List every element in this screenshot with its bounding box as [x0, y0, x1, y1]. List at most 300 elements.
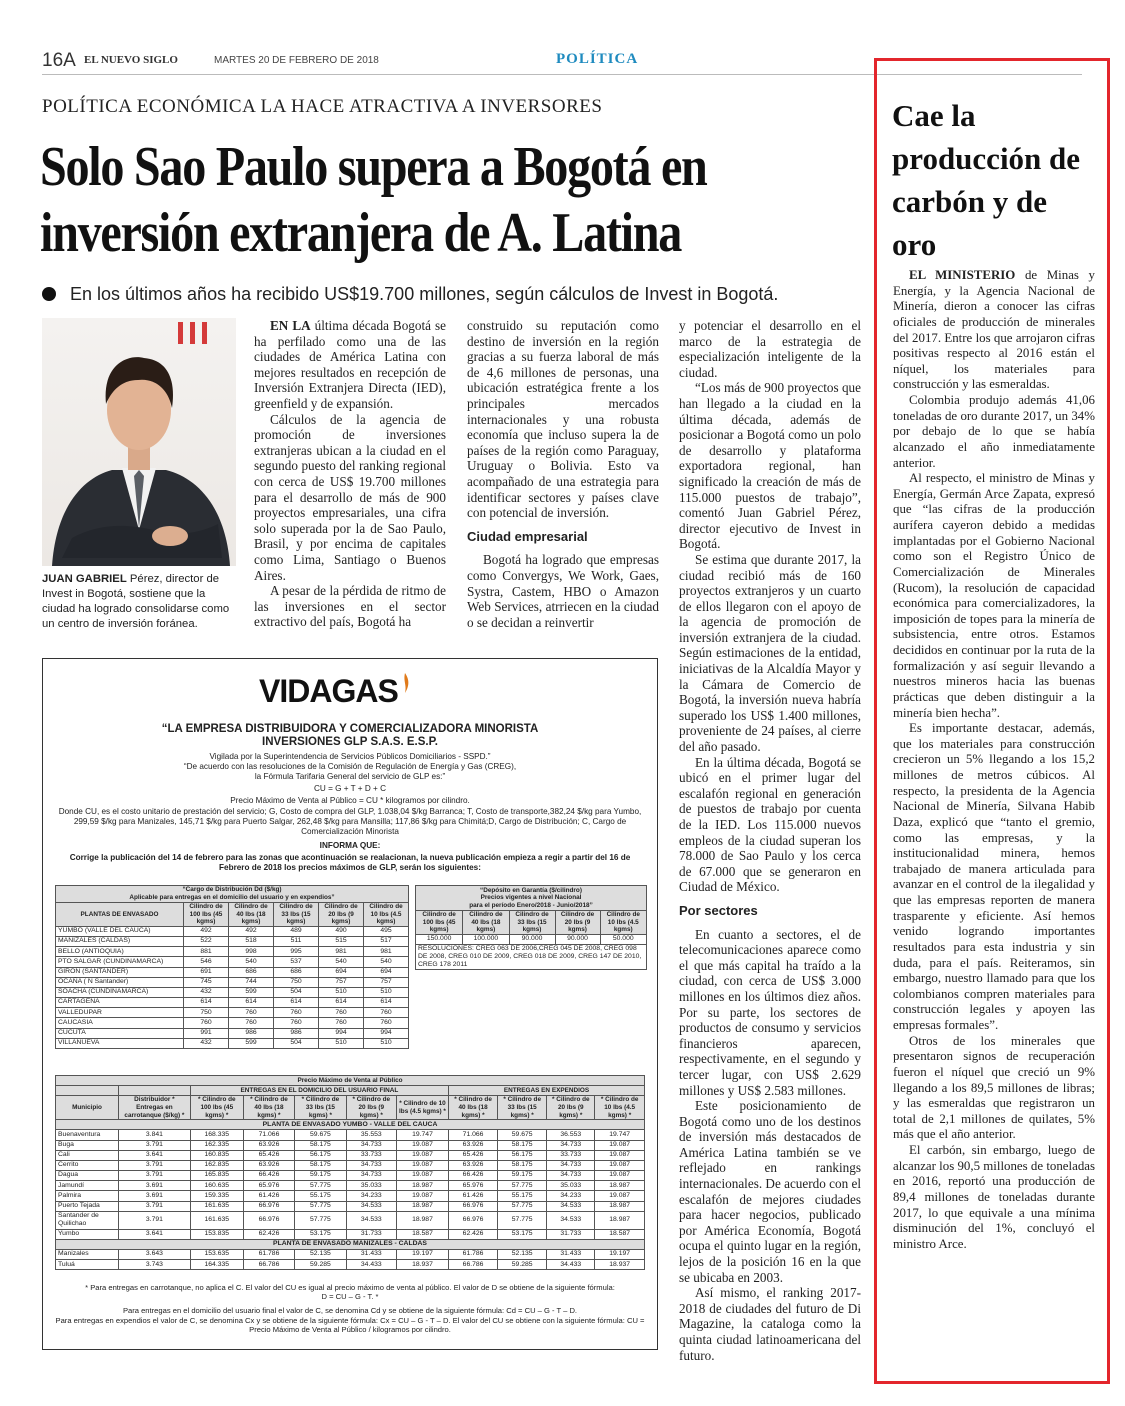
table-cell: 3.743: [119, 1260, 191, 1270]
table-row: [56, 1018, 409, 1028]
table-cell: 760: [364, 1018, 409, 1028]
table-cell: 522: [184, 936, 229, 946]
ad-formula: CU = G + T + D + C: [313, 784, 387, 793]
table-cell: 750: [184, 1008, 229, 1018]
table-row: [56, 926, 409, 936]
column-header: Cilindro de 20 lbs (9 kgms): [319, 903, 364, 927]
ad-subtitle: INVERSIONES GLP S.A.S. E.S.P.: [262, 736, 438, 748]
table-cell: 58.175: [498, 1140, 547, 1150]
table-cell: 981: [364, 947, 409, 957]
subhead: Por sectores: [679, 902, 758, 918]
table-cell: 57.775: [295, 1211, 346, 1229]
table-cell: 18.987: [396, 1211, 448, 1229]
table-cell: 71.066: [449, 1130, 498, 1140]
article-column-2: [467, 318, 659, 630]
table-cell: 59.285: [295, 1260, 346, 1270]
table-cell: Santander de Quilichao: [56, 1211, 119, 1229]
section-label: PLANTA DE ENVASADO YUMBO - VALLE DEL CAUCA: [56, 1120, 645, 1130]
table-cell: 757: [319, 977, 364, 987]
table-cell: PTO SALGAR (CUNDINAMARCA): [56, 957, 184, 967]
portrait-illustration: [42, 318, 236, 566]
table-cell: Buga: [56, 1140, 119, 1150]
table-cell: 3.643: [119, 1250, 191, 1260]
table-cell: 66.786: [449, 1260, 498, 1270]
table-cell: 614: [229, 998, 274, 1008]
table-cell: 57.775: [295, 1181, 346, 1191]
section-row: [56, 1120, 645, 1130]
caption-name: JUAN GABRIEL: [42, 573, 127, 585]
paragraph: última década Bogotá se ha perfilado como una de las ciudades de América Latina con mejores resultados en recepción de Inversión Extranjera Directa (IED), greenfield y de expansión.: [254, 318, 446, 411]
lead-in: EN LA: [270, 318, 311, 333]
subhead: Ciudad empresarial: [467, 528, 588, 544]
table-cell: 19.087: [396, 1150, 448, 1160]
table-cell: 160.835: [190, 1150, 243, 1160]
table-cell: 19.197: [595, 1250, 645, 1260]
table-cell: 19.087: [595, 1160, 645, 1170]
table-cell: 34.733: [346, 1171, 396, 1181]
table-cell: 90.000: [555, 934, 600, 944]
table-cell: 760: [229, 1008, 274, 1018]
table-cell: SOACHA (CUNDINAMARCA): [56, 987, 184, 997]
table-cell: 744: [229, 977, 274, 987]
table-cell: 62.426: [243, 1229, 294, 1239]
paragraph: Al respecto, el ministro de Minas y Energía, Germán Arce Zapata, expresó que “las cifras de la producción aurífera cayeron debido a medidas implantadas por el Gobierno Nacional como son el Registro Único de Comercialización de Minerales (Rucom), la resolución de capacidad económica para comercializadores, la imposición de topes para la minería de subsistencia, entre otros. Estamos decididos en continuar por la ruta de la formalización y así seguir llevando a nuestros mineros hacia las buenas prácticas que deben distinguir a la minería bien hecha”.: [893, 471, 1095, 720]
table-cell: 3.841: [119, 1130, 191, 1140]
table-cell: 168.335: [190, 1130, 243, 1140]
table-cell: 162.835: [190, 1160, 243, 1170]
table-cell: 994: [319, 1028, 364, 1038]
table-cell: 90.000: [509, 934, 555, 944]
table-cell: MANIZALES (CALDAS): [56, 936, 184, 946]
table-cell: 34.733: [547, 1140, 595, 1150]
table-cell: 59.285: [498, 1260, 547, 1270]
article-column-1: [254, 318, 446, 630]
table-cell: 57.775: [295, 1201, 346, 1211]
table-cell: 495: [364, 926, 409, 936]
table-cell: 760: [229, 1018, 274, 1028]
table-cell: 504: [274, 987, 319, 997]
table-cell: 34.733: [547, 1160, 595, 1170]
table-cell: GIRON (SANTANDER): [56, 967, 184, 977]
table-cell: 432: [184, 1038, 229, 1048]
table-cell: 881: [184, 947, 229, 957]
table-cell: 19.087: [396, 1160, 448, 1170]
table-cell: 986: [274, 1028, 319, 1038]
table-cell: 3.791: [119, 1211, 191, 1229]
paragraph: A pesar de la pérdida de ritmo de las inversiones en el sector extractivo del país, Bogotá ha: [254, 583, 446, 630]
table-title: “Depósito en Garantía ($/cilindro): [480, 886, 582, 894]
table-cell: 52.135: [295, 1250, 346, 1260]
table-cell: 18.987: [396, 1181, 448, 1191]
group-header: ENTREGAS EN EL DOMICILIO DEL USUARIO FINAL: [190, 1086, 448, 1096]
table-cell: 59.675: [498, 1130, 547, 1140]
table-cell: 504: [274, 1038, 319, 1048]
table-cell: 63.926: [243, 1160, 294, 1170]
article-column-3: [679, 318, 861, 1363]
column-header: Cilindro de 10 lbs (4.5 kgms): [600, 911, 646, 935]
column-header: Cilindro de 100 lbs (45 kgms): [416, 911, 463, 935]
column-header: Cilindro de 100 lbs (45 kgms): [184, 903, 229, 927]
section-row: [56, 1239, 645, 1249]
table-cell: 515: [319, 936, 364, 946]
table-cell: 757: [364, 977, 409, 987]
table-cell: 750: [274, 977, 319, 987]
paragraph: En la última década, Bogotá se ubicó en el primer lugar del escalafón regional en generación de puestos de trabajo por cuenta de la IED. Los 115.000 nuevos empleos de la ciudad superan los 78.000 de Sao Paulo y los cerca de 67.000 que se generaron en Ciudad de México.: [679, 754, 861, 895]
table-cell: 19.087: [595, 1150, 645, 1160]
table-cell: 61.426: [243, 1191, 294, 1201]
table-cell: 3.791: [119, 1201, 191, 1211]
table-cell: BELLO (ANTIOQUIA): [56, 947, 184, 957]
table-cell: 510: [364, 987, 409, 997]
table-cell: Manizales: [56, 1250, 119, 1260]
table-cell: 537: [274, 957, 319, 967]
portrait-photo: [42, 318, 236, 566]
table-row: [56, 1211, 645, 1229]
table-row: [56, 1181, 645, 1191]
table-cell: 510: [364, 1038, 409, 1048]
ad-line: Vigilada por la Superintendencia de Servicios Públicos Domiciliarios - SSPD.”: [209, 752, 491, 761]
table-cell: 62.426: [449, 1229, 498, 1239]
table-cell: 34.733: [547, 1171, 595, 1181]
table-cell: 760: [319, 1008, 364, 1018]
section-label: PLANTA DE ENVASADO MANIZALES - CALDAS: [56, 1239, 645, 1249]
table-cell: 66.976: [449, 1211, 498, 1229]
table-row: [56, 987, 409, 997]
table-cell: 3.691: [119, 1181, 191, 1191]
ad-intro: [43, 752, 657, 806]
table-cell: 53.175: [498, 1229, 547, 1239]
table-period: para el período Enero/2018 - Junio/2018”: [469, 901, 593, 909]
table-cell: CUCUTA: [56, 1028, 184, 1038]
table-cell: 58.175: [295, 1160, 346, 1170]
table-cell: 19.087: [396, 1171, 448, 1181]
ad-line: Precio Máximo de Venta al Público = CU * kilogramos por cilindro.: [230, 796, 470, 805]
table-cell: 18.987: [595, 1181, 645, 1191]
flame-icon: [399, 673, 411, 695]
table-cell: 19.087: [396, 1140, 448, 1150]
table-subtitle: Aplicable para entregas en el domicilio del usuario y en expendios”: [129, 894, 335, 901]
newspaper-name: EL NUEVO SIGLO: [84, 54, 178, 66]
paragraph: y potenciar el desarrollo en el marco de la estrategia de especialización inteligente de la ciudad.: [679, 318, 861, 380]
table-row: [56, 977, 409, 987]
group-header: ENTREGAS EN EXPENDIOS: [449, 1086, 645, 1096]
table-title: “Cargo de Distribución Dd ($/kg): [182, 886, 282, 894]
column-header: Cilindro de 20 lbs (9 kgms): [555, 911, 600, 935]
table-row: [56, 1160, 645, 1170]
table-cell: 760: [184, 1018, 229, 1028]
table-cell: 50.000: [600, 934, 646, 944]
table-cell: 66.976: [449, 1201, 498, 1211]
table-cell: 63.926: [243, 1140, 294, 1150]
table-row: [56, 947, 409, 957]
table-cell: 35.033: [547, 1181, 595, 1191]
table-cell: 760: [319, 1018, 364, 1028]
table-cell: 66.786: [243, 1260, 294, 1270]
table-cell: 34.533: [346, 1211, 396, 1229]
table-cell: 63.926: [449, 1160, 498, 1170]
table-cell: 540: [229, 957, 274, 967]
column-header: Cilindro de 10 lbs (4.5 kgms): [364, 903, 409, 927]
table-cell: 691: [184, 967, 229, 977]
table-cell: 58.175: [498, 1160, 547, 1170]
table-cell: 58.175: [295, 1140, 346, 1150]
table-cell: 694: [364, 967, 409, 977]
table-cell: Cerrito: [56, 1160, 119, 1170]
brand-logo: [259, 673, 411, 710]
table-cell: 55.175: [295, 1191, 346, 1201]
column-header: * Cilindro de 20 lbs (9 kgms) *: [547, 1096, 595, 1120]
table-cell: 18.987: [396, 1201, 448, 1211]
table-cell: 3.791: [119, 1160, 191, 1170]
table-cell: 18.987: [595, 1211, 645, 1229]
table-cell: 614: [274, 998, 319, 1008]
ad-informa: INFORMA QUE:: [319, 841, 381, 850]
table-cell: 18.937: [595, 1260, 645, 1270]
sidebar-body: [893, 268, 1095, 1252]
table-row: [56, 957, 409, 967]
bullet-icon: [42, 287, 56, 301]
table-cell: 19.197: [396, 1250, 448, 1260]
paragraph: “Los más de 900 proyectos que han llegado a la ciudad en la última década, además de posicionar a Bogotá como un polo de desarrollo y plataforma exportadora regional, han significado la creación de más de 115.000 puestos de trabajo”, comentó Juan Gabriel Pérez, director ejecutivo de Invest in Bogotá.: [679, 380, 861, 552]
table-cell: VALLEDUPAR: [56, 1008, 184, 1018]
table-cell: Tuluá: [56, 1260, 119, 1270]
table-cell: 56.175: [295, 1150, 346, 1160]
table-row: [56, 1028, 409, 1038]
table-cell: CAUCASIA: [56, 1018, 184, 1028]
column-header: Municipio: [56, 1096, 119, 1120]
page-number: 16A: [42, 50, 76, 71]
table-row: [56, 998, 409, 1008]
table-title: Precio Máximo de Venta al Público: [56, 1076, 645, 1086]
table-cell: 19.087: [595, 1171, 645, 1181]
paragraph: Este posicionamiento de Bogotá como uno de los destinos de inversión más destacados de América Latina también se ve reflejado en rankings internacionales. De acuerdo con el escalafón de mejores ciudades para hacer negocios, publicado por América Economía, Bogotá ocupa el quinto lugar en la región, lejos de la posición 16 en la que se ubicaba en 2003.: [679, 1098, 861, 1285]
table-cell: 61.786: [449, 1250, 498, 1260]
table-row: [56, 967, 409, 977]
table-cell: 53.175: [295, 1229, 346, 1239]
table-cell: 3.691: [119, 1191, 191, 1201]
table-cell: 35.033: [346, 1181, 396, 1191]
table-cell: 489: [274, 926, 319, 936]
paragraph: En cuanto a sectores, el de telecomunicaciones aparece como el que más capital ha traído a la ciudad, con cerca de US$ 3.000 millones en los últimos diez años. Por su parte, los sectores de productos de consumo y servicios financieros aparecen, respectivamente, en el segundo y tercer lugar, con US$ 2.629 millones y US$ 2.583 millones.: [679, 926, 861, 1098]
deck-text: En los últimos años ha recibido US$19.700 millones, según cálculos de Invest in Bogotá.: [70, 284, 779, 304]
table-cell: 59.175: [295, 1171, 346, 1181]
deposit-table: [415, 885, 647, 970]
table-cell: 981: [319, 947, 364, 957]
table-cell: 614: [319, 998, 364, 1008]
table-row: [56, 1191, 645, 1201]
table-cell: 159.335: [190, 1191, 243, 1201]
table-cell: 61.786: [243, 1250, 294, 1260]
paragraph: Colombia produjo además 41,06 toneladas de oro durante 2017, un 34% por debajo de lo que se había alcanzado el año inmediatamente anterior.: [893, 393, 1095, 470]
table-cell: OCAÑA ( N Santander): [56, 977, 184, 987]
ad-correction: Corrige la publicación del 14 de febrero para las zonas que acontinuación se realacionan, la nueva publicación empieza a regir a partir del 16 de Febrero de 2018 los precios máximos de GLP, serán los siguientes:: [69, 853, 631, 872]
table-cell: 18.587: [396, 1229, 448, 1239]
paragraph: El carbón, sin embargo, luego de alcanzar los 90,5 millones de toneladas en 2016, reportó una producción de 89,4 millones de toneladas durante 2017, lo que equivale a una mínima disminución del 1%, concluyó el ministro Arce.: [893, 1143, 1095, 1251]
table-cell: 34.533: [346, 1201, 396, 1211]
table-cell: 3.791: [119, 1140, 191, 1150]
table-cell: 686: [229, 967, 274, 977]
table-cell: 161.635: [190, 1201, 243, 1211]
paragraph: Cálculos de la agencia de promoción de inversiones extranjeras ubican a la ciudad en el segundo puesto del ranking regional con cerca de US$ 19.700 millones para el desarrollo de más de 900 proyectos empresariales, una cifra solo superada por la de Sao Paulo, Brasil, y por encima de capitales como Lima, Santiago o Buenos Aires.: [254, 411, 446, 583]
table-cell: 153.635: [190, 1250, 243, 1260]
table-cell: 34.533: [547, 1211, 595, 1229]
table-cell: 995: [274, 947, 319, 957]
table-cell: 34.533: [547, 1201, 595, 1211]
ad-line: “De acuerdo con las resoluciones de la Comisión de Regulación de Energía y Gas (CREG),: [183, 762, 517, 771]
table-cell: 165.835: [190, 1171, 243, 1181]
table-cell: 55.175: [498, 1191, 547, 1201]
table-cell: 31.433: [547, 1250, 595, 1260]
table-cell: 34.433: [346, 1260, 396, 1270]
table-cell: CARTAGENA: [56, 998, 184, 1008]
table-row: [56, 1260, 645, 1270]
table-cell: 31.433: [346, 1250, 396, 1260]
table-cell: 33.733: [547, 1150, 595, 1160]
column-header: Cilindro de 40 lbs (18 kgms): [463, 911, 509, 935]
column-header: * Cilindro de 40 lbs (18 kgms) *: [243, 1096, 294, 1120]
table-cell: 34.433: [547, 1260, 595, 1270]
table-cell: 153.835: [190, 1229, 243, 1239]
table-cell: 57.775: [498, 1211, 547, 1229]
table-cell: 57.775: [498, 1201, 547, 1211]
table-cell: 599: [229, 987, 274, 997]
column-header: * Cilindro de 10 lbs (4.5 kgms) *: [396, 1096, 448, 1120]
table-cell: 66.976: [243, 1211, 294, 1229]
ad-note: * Para entregas en carrotanque, no aplica el C. El valor del CU es igual al precio máximo de venta al público. El valor de D se obtiene de la siguiente fórmula:: [85, 1283, 615, 1292]
paragraph: de Minas y Energía, y la Agencia Nacional de Minería, dieron a conocer las cifras oficiales de producción de minerales del 2017. Entre los que arrojaron cifras positivas respecto al 2016 están el níquel, los materiales para construcción y las esmeraldas.: [893, 268, 1095, 392]
table-cell: 52.135: [498, 1250, 547, 1260]
column-header: * Cilindro de 33 lbs (15 kgms) *: [498, 1096, 547, 1120]
table-cell: 18.587: [595, 1229, 645, 1239]
table-cell: 546: [184, 957, 229, 967]
table-cell: 517: [364, 936, 409, 946]
column-header: Cilindro de 40 lbs (18 kgms): [229, 903, 274, 927]
table-row: [56, 1229, 645, 1239]
table-row: [56, 1201, 645, 1211]
table-cell: 518: [229, 936, 274, 946]
table-cell: 34.733: [346, 1140, 396, 1150]
table-row: [56, 1150, 645, 1160]
table-row: [56, 936, 409, 946]
paragraph: Otros de los minerales que presentaron signos de recuperación fueron el níquel que creció un 9% llegando a los 89,5 millones de libras; y las esmeraldas que registraron un total de 2,1 millones de quilates, 5% más que el año anterior.: [893, 1033, 1095, 1142]
distribution-charge-table: [55, 885, 409, 1049]
table-body: [56, 926, 409, 1048]
table-cell: 59.175: [498, 1171, 547, 1181]
table-cell: 36.553: [547, 1130, 595, 1140]
table-cell: 510: [319, 987, 364, 997]
table-cell: 34.233: [346, 1191, 396, 1201]
table-cell: 760: [274, 1008, 319, 1018]
table-cell: 61.426: [449, 1191, 498, 1201]
table-cell: 35.553: [346, 1130, 396, 1140]
resolutions-note: RESOLUCIONES: CREG 063 DE 2006,CREG 045 DE 2008, CREG 098 DE 2008, CREG 010 DE 2009, CREG 018 DE 2009, CREG 147 DE 2010, CREG 178 2011: [416, 944, 647, 969]
paragraph: Es importante destacar, además, que los materiales para construcción crecieron un 5% llegando a los 15,2 millones de metros cúbicos. Al respecto, la presidenta de la Agencia Nacional de Minería, Silvana Habib Daza, explicó que “tanto el gremio, como las empresas, y la institucionalidad minera, hemos trabajado de manera articulada para avanzar en el control de la ilegalidad y que las empresas reporten de manera trasparente y eficiente. Así hemos venido logrando importantes resultados para esta industria y sin duda, para el país. Reiteramos, sin embargo, nuestro llamado para que los colombianos compren materiales para construcción legales y apoyen las empresas formales”.: [893, 721, 1095, 1032]
table-cell: 492: [229, 926, 274, 936]
table-cell: 66.426: [449, 1171, 498, 1181]
table-cell: 991: [184, 1028, 229, 1038]
table-cell: 31.733: [346, 1229, 396, 1239]
table-cell: 3.791: [119, 1171, 191, 1181]
table-cell: Puerto Tejada: [56, 1201, 119, 1211]
table-cell: Jamundí: [56, 1181, 119, 1191]
table-cell: 160.635: [190, 1181, 243, 1191]
max-price-table: [55, 1075, 645, 1270]
table-cell: 65.976: [243, 1181, 294, 1191]
table-cell: 540: [364, 957, 409, 967]
table-cell: 760: [274, 1018, 319, 1028]
table-cell: 150.000: [416, 934, 463, 944]
table-cell: 31.733: [547, 1229, 595, 1239]
table-cell: Yumbo: [56, 1229, 119, 1239]
column-header: Cilindro de 33 lbs (15 kgms): [509, 911, 555, 935]
table-row: [56, 1130, 645, 1140]
issue-date: MARTES 20 DE FEBRERO DE 2018: [214, 55, 379, 66]
table-row: [56, 1008, 409, 1018]
column-header: * Cilindro de 100 lbs (45 kgms) *: [190, 1096, 243, 1120]
table-cell: 63.926: [449, 1140, 498, 1150]
table-cell: 19.747: [396, 1130, 448, 1140]
table-cell: 18.937: [396, 1260, 448, 1270]
table-row: [56, 1038, 409, 1048]
section-name: POLÍTICA: [556, 51, 639, 67]
table-cell: 65.426: [449, 1150, 498, 1160]
table-cell: 994: [364, 1028, 409, 1038]
table-cell: 34.733: [346, 1160, 396, 1170]
table-cell: 599: [229, 1038, 274, 1048]
table-cell: 56.175: [498, 1150, 547, 1160]
table-cell: 3.641: [119, 1229, 191, 1239]
table-cell: YUMBO (VALLE DEL CAUCA): [56, 926, 184, 936]
brand-name: VIDAGAS: [259, 673, 398, 709]
table-cell: 614: [184, 998, 229, 1008]
table-cell: 66.426: [243, 1171, 294, 1181]
table-row: [56, 1250, 645, 1260]
table-row: [56, 1171, 645, 1181]
ad-note: Para entregas en expendios el valor de C, se denomina Cx y se obtiene de la siguiente fórmula: Cx = CU – G - T – D. El valor del CU se obtiene con la siguiente fórmula: CU = Precio Máximo de Venta al Público / kilogramos por cilindro.: [55, 1315, 645, 1334]
article-kicker: POLÍTICA ECONÓMICA LA HACE ATRACTIVA A INVERSORES: [42, 96, 603, 117]
table-cell: 492: [184, 926, 229, 936]
table-cell: 511: [274, 936, 319, 946]
column-header: PLANTAS DE ENVASADO: [56, 903, 184, 927]
column-header: * Cilindro de 10 lbs (4.5 kgms) *: [595, 1096, 645, 1120]
table-cell: 998: [229, 947, 274, 957]
ad-title: “LA EMPRESA DISTRIBUIDORA Y COMERCIALIZADORA MINORISTA: [161, 723, 539, 735]
table-cell: 19.087: [595, 1140, 645, 1150]
column-header: * Cilindro de 40 lbs (18 kgms) *: [449, 1096, 498, 1120]
table-cell: 161.635: [190, 1211, 243, 1229]
paragraph: construido su reputación como destino de inversión en la región gracias a su fuerza laboral de más de 4,6 millones de personas, una ubicación estratégica frente a los principales mercados internacionales y una robusta economía que incluso supera la de países de la región como Paraguay, Uruguay o Bolivia. Esto va acompañado de una estrategia para identificar sectores y países clave con potencial de inversión.: [467, 318, 659, 521]
column-header: Distribuidor * Entregas en carrotanque ($/kg) *: [119, 1096, 191, 1120]
table-cell: 19.087: [595, 1191, 645, 1201]
ad-notes: [53, 1283, 647, 1334]
table-cell: 745: [184, 977, 229, 987]
table-cell: 164.335: [190, 1260, 243, 1270]
ad-note: Para entregas en el domicilio del usuario final el valor de C, se denomina Cd y se obtiene de la siguiente fórmula: Cd = CU – G - T – D.: [122, 1306, 578, 1316]
table-cell: 162.335: [190, 1140, 243, 1150]
table-cell: 19.747: [595, 1130, 645, 1140]
column-header: * Cilindro de 33 lbs (15 kgms) *: [295, 1096, 346, 1120]
caption-text: Pérez, director de Invest in Bogotá, sostiene que la ciudad ha logrado consolidarse como un centro de inversión foránea.: [42, 573, 230, 630]
column-header: * Cilindro de 20 lbs (9 kgms) *: [346, 1096, 396, 1120]
table-cell: 71.066: [243, 1130, 294, 1140]
table-row: [416, 934, 647, 944]
table-cell: Dagua: [56, 1171, 119, 1181]
vidagas-advertisement: [42, 658, 658, 1350]
table-cell: VILLANUEVA: [56, 1038, 184, 1048]
table-cell: 540: [319, 957, 364, 967]
paragraph: Bogotá ha logrado que empresas como Convergys, We Work, Gaes, Systra, Castem, HBO o Amazon Web Services, atrriecen en la ciudad o se decidan a reinvertir: [467, 552, 659, 630]
paragraph: Se estima que durante 2017, la ciudad recibió más de 160 proyectos extranjeros y un cuarto de ellos llegaron con el apoyo de la agencia de promoción de inversión extranjera de la ciudad. Según estimaciones de la entidad, iniciativas de la Alcaldía Mayor y la Cámara de Comercio de Bogotá, la inversión nueva habría superado los US$ 1.400 millones, proveniente de 24 países, al cierre del año pasado.: [679, 551, 861, 755]
